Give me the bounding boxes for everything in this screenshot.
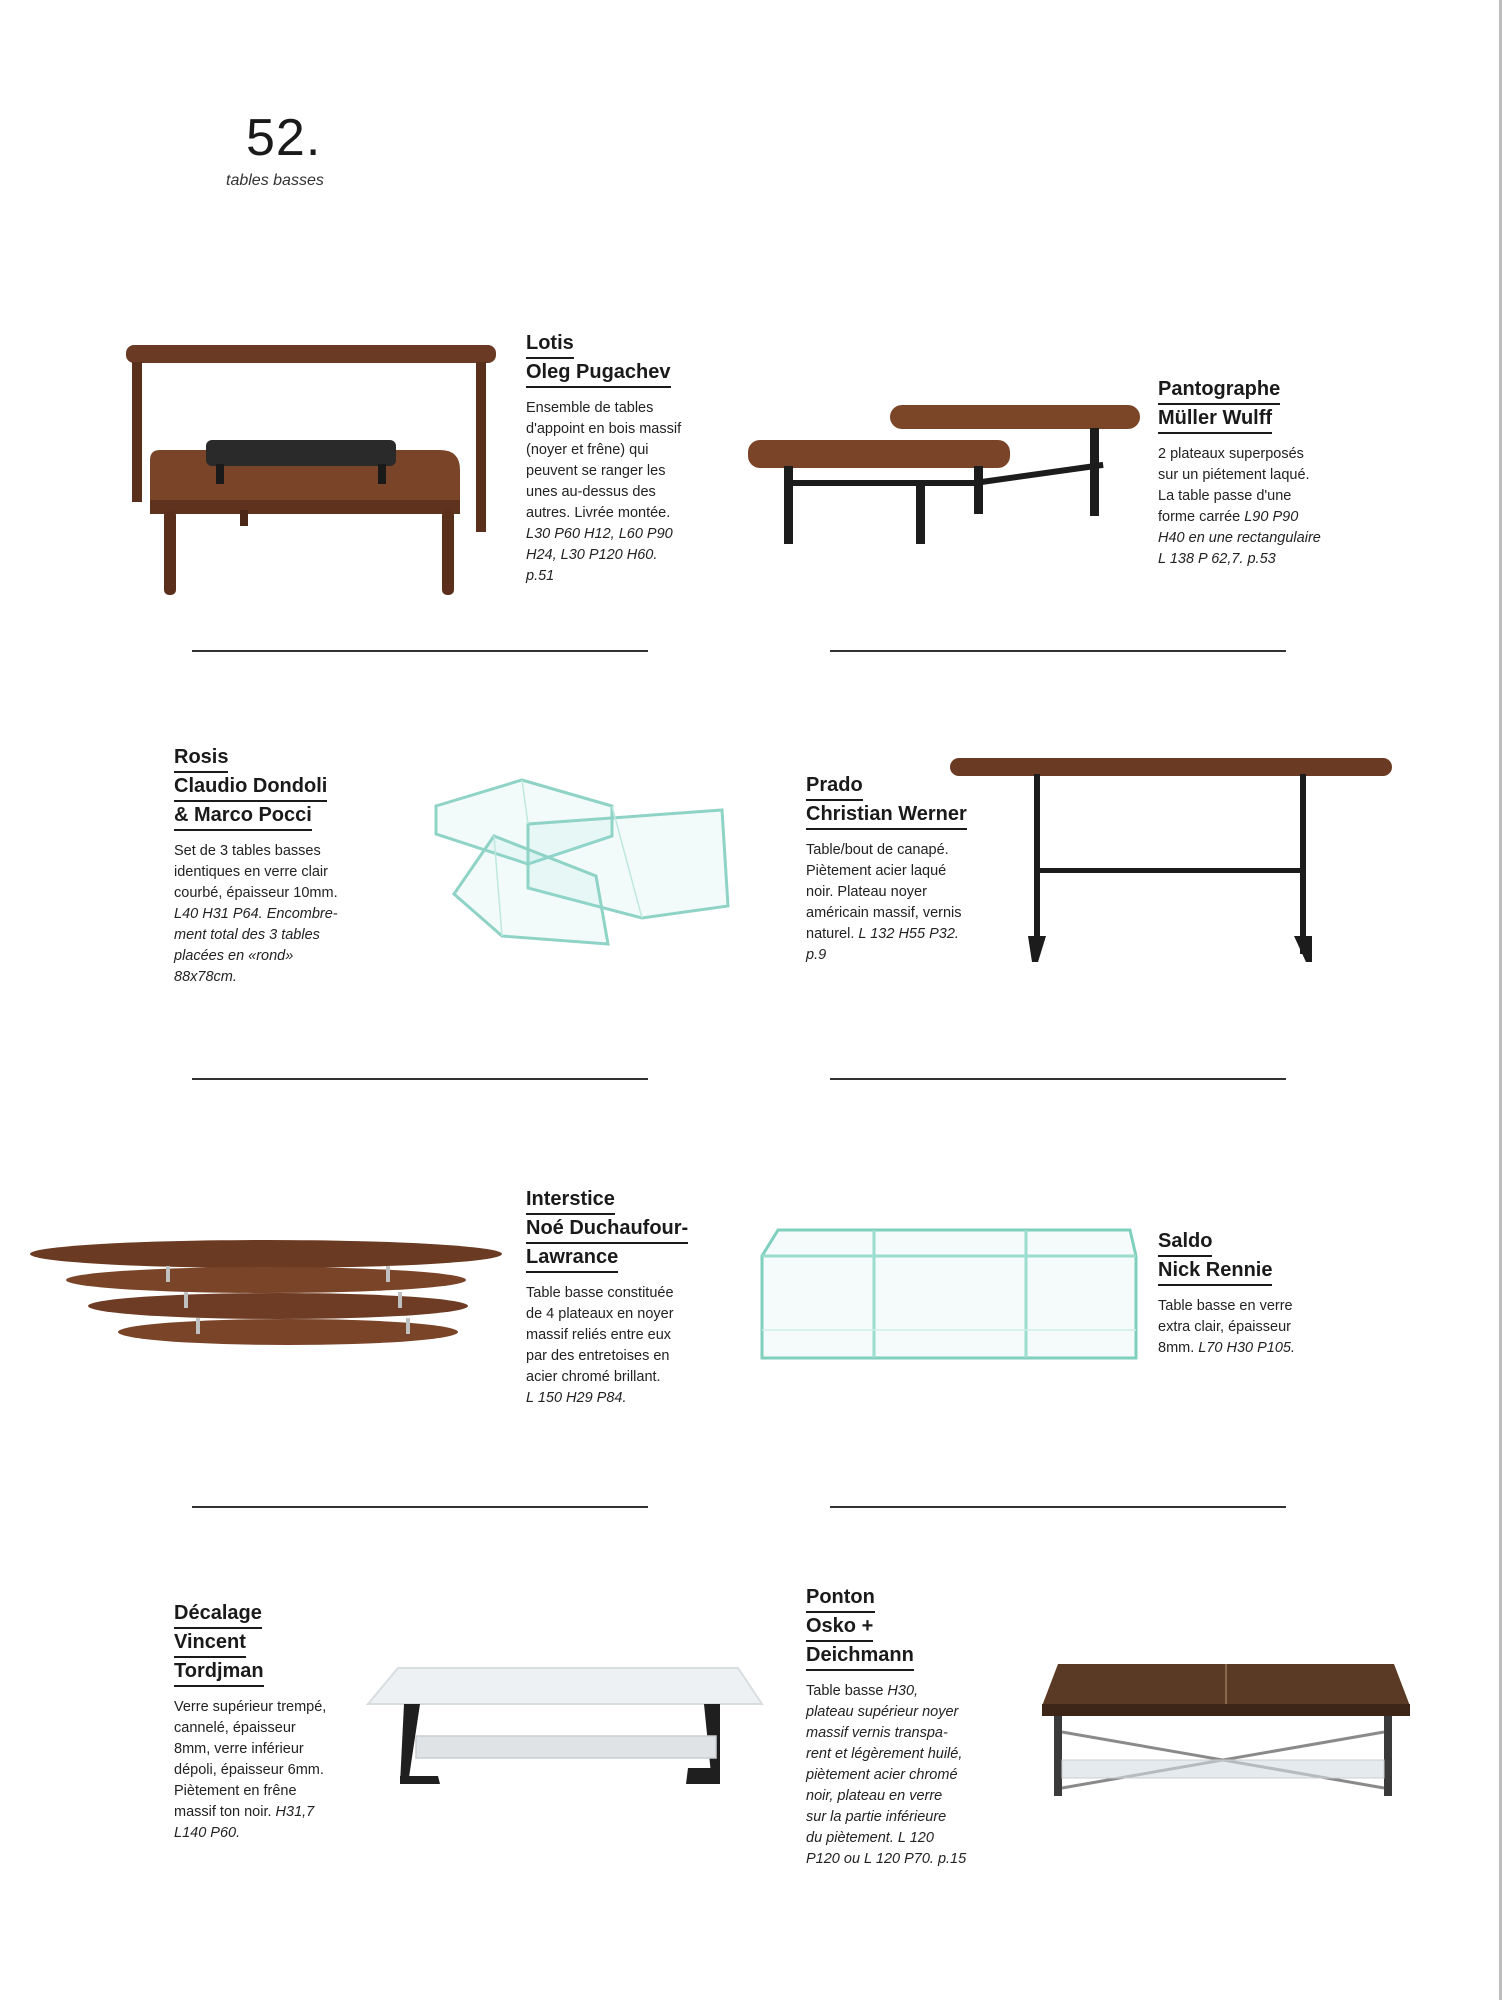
rosis-designer-line-1: Claudio Dondoli <box>174 773 327 802</box>
lotis-designer: Oleg Pugachev <box>526 359 671 388</box>
interstice-title: Interstice <box>526 1186 615 1215</box>
lotis-dimensions: L30 P60 H12, L60 P90 H24, L30 P120 H60. p.51 <box>526 526 673 584</box>
prado-description: Table/bout de canapé. Piètement acier laqué noir. Plateau noyer américain massif, vernis naturel. <box>806 842 962 942</box>
ponton-title: Ponton <box>806 1584 875 1613</box>
divider-row2-right <box>830 1078 1286 1080</box>
saldo-description: Table basse en verre extra clair, épaisseur 8mm. <box>1158 1298 1293 1356</box>
interstice-table-image <box>26 1236 506 1360</box>
page-number: 52. <box>246 109 322 167</box>
section-title: tables basses <box>226 172 324 189</box>
prado-table-image <box>948 756 1394 968</box>
pantographe-designer: Müller Wulff <box>1158 405 1272 434</box>
saldo-title: Saldo <box>1158 1228 1212 1257</box>
ponton-entry <box>806 1584 1006 1870</box>
prado-designer: Christian Werner <box>806 801 967 830</box>
divider-row2-left <box>192 1078 648 1080</box>
interstice-entry <box>526 1186 726 1409</box>
rosis-entry <box>174 744 364 988</box>
ponton-table-image <box>1038 1660 1412 1800</box>
interstice-designer-line-2: Lawrance <box>526 1244 618 1273</box>
divider-row1-left <box>192 650 648 652</box>
rosis-title: Rosis <box>174 744 228 773</box>
interstice-designer-line-1: Noé Duchaufour- <box>526 1215 688 1244</box>
saldo-glass-table-image <box>758 1226 1140 1362</box>
ponton-designer-line-2: Deichmann <box>806 1642 914 1671</box>
decalage-entry <box>174 1600 364 1844</box>
ponton-dimensions: H30, plateau supérieur noyer massif vernis transpa- rent et légèrement huilé, piètement acier chromé noir, plateau en verre sur la partie inférieure du piètement. L 120 P120 ou L 120 P70. p.15 <box>806 1683 967 1867</box>
rosis-glass-tables-image <box>432 776 732 951</box>
divider-row1-right <box>830 650 1286 652</box>
prado-dimensions: L 132 H55 P32. p.9 <box>806 926 959 963</box>
pantographe-title: Pantographe <box>1158 376 1280 405</box>
prado-title: Prado <box>806 772 863 801</box>
decalage-table-image <box>368 1664 764 1788</box>
ponton-description: Table basse <box>806 1683 884 1699</box>
saldo-designer: Nick Rennie <box>1158 1257 1272 1286</box>
lotis-table-image <box>120 340 500 600</box>
divider-row3-right <box>830 1506 1286 1508</box>
saldo-dimensions: L70 H30 P105. <box>1198 1340 1296 1356</box>
divider-row3-left <box>192 1506 648 1508</box>
rosis-description: Set de 3 tables basses identiques en verre clair courbé, épaisseur 10mm. <box>174 843 338 901</box>
decalage-title: Décalage <box>174 1600 262 1629</box>
interstice-dimensions: L 150 H29 P84. <box>526 1390 627 1406</box>
pantographe-table-image <box>748 400 1148 560</box>
ponton-designer-line-1: Osko + <box>806 1613 873 1642</box>
decalage-designer-line-2: Tordjman <box>174 1658 264 1687</box>
pantographe-description: 2 plateaux superposés sur un piétement laqué. La table passe d'une forme carrée <box>1158 446 1310 525</box>
pantographe-dimensions: L90 P90 H40 en une rectangulaire L 138 P 62,7. p.53 <box>1158 509 1321 567</box>
pantographe-entry <box>1158 376 1358 570</box>
lotis-description: Ensemble de tables d'appoint en bois massif (noyer et frêne) qui peuvent se ranger les unes au-dessus des autres. Livrée montée. <box>526 400 682 521</box>
rosis-dimensions: L40 H31 P64. Encombre- ment total des 3 tables placées en «rond» 88x78cm. <box>174 906 338 985</box>
lotis-entry <box>526 330 716 587</box>
saldo-entry <box>1158 1228 1358 1359</box>
decalage-dimensions: H31,7 L140 P60. <box>174 1804 315 1841</box>
lotis-title-line-1: Lotis <box>526 330 574 359</box>
decalage-designer-line-1: Vincent <box>174 1629 246 1658</box>
interstice-description: Table basse constituée de 4 plateaux en noyer massif reliés entre eux par des entretoises en acier chromé brillant. <box>526 1285 674 1385</box>
decalage-description: Verre supérieur trempé, cannelé, épaisseur 8mm, verre inférieur dépoli, épaisseur 6mm. Piètement en frêne massif ton noir. <box>174 1699 327 1820</box>
rosis-designer-line-2: & Marco Pocci <box>174 802 312 831</box>
